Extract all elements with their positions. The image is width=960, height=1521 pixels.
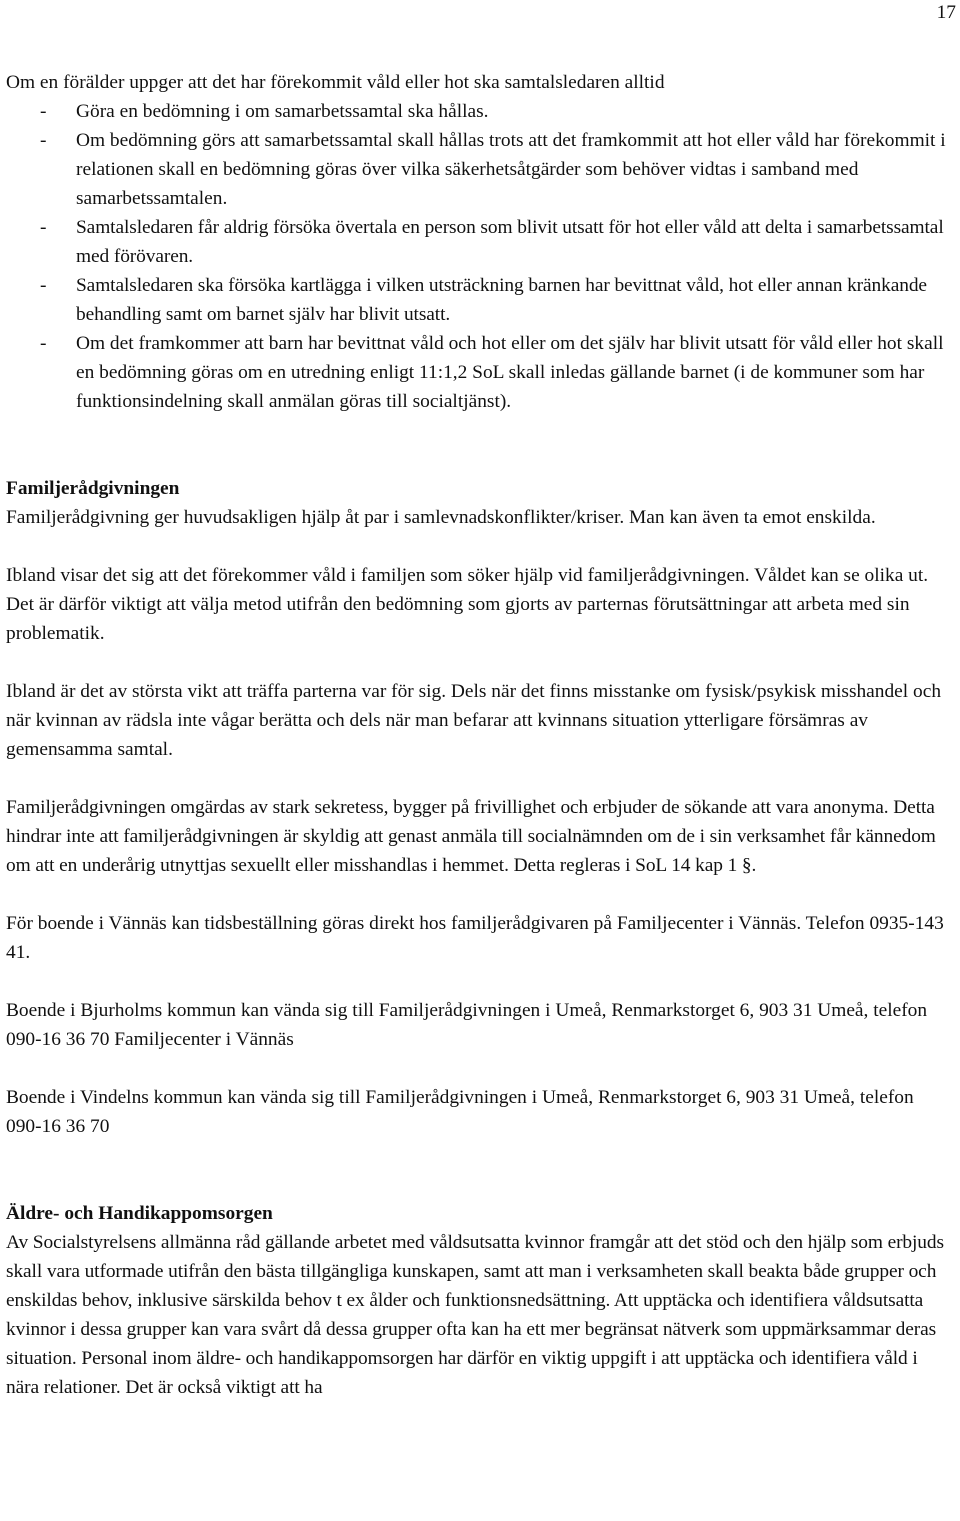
- spacer: [6, 1054, 954, 1083]
- section-heading-family-counseling: Familjerådgivningen: [6, 478, 180, 499]
- guideline-item: - Samtalsledaren ska försöka kartlägga i vilken utsträckning barnen har bevittnat våld, hot eller annan kränkande behandling samt om barnet själv har blivit utsatt.: [6, 271, 954, 329]
- document-body: [6, 68, 954, 1402]
- paragraph: Boende i Bjurholms kommun kan vända sig till Familjerådgivningen i Umeå, Renmarkstorget 6, 903 31 Umeå, telefon 090-16 36 70 Familjecenter i Vännäs: [6, 1000, 928, 1050]
- paragraph: För boende i Vännäs kan tidsbeställning göras direkt hos familjerådgivaren på Familjecenter i Vännäs. Telefon 0935-143 41.: [6, 913, 944, 963]
- spacer: [6, 532, 954, 561]
- intro-lead: Om en förälder uppger att det har förekommit våld eller hot ska samtalsledaren alltid: [6, 72, 665, 93]
- page-number: 17: [936, 2, 956, 23]
- family-counseling-section: [6, 474, 954, 1141]
- section-heading-elderly-care: Äldre- och Handikappomsorgen: [6, 1203, 273, 1224]
- paragraph: Familjerådgivningen omgärdas av stark sekretess, bygger på frivillighet och erbjuder de sökande att vara anonyma. Detta hindrar inte att familjerådgivningen är skyldig att genast anmäla till socialnämnden om de i sin verksamhet får kännedom om att en underårig utnyttjas sexuellt eller misshandlas i hemmet. Detta regleras i SoL 14 kap 1 §.: [6, 797, 936, 876]
- spacer: [6, 967, 954, 996]
- paragraph: Av Socialstyrelsens allmänna råd gällande arbetet med våldsutsatta kvinnor framgår att det stöd och den hjälp som erbjuds skall vara utformade utifrån den bästa tillgängliga kunskapen, samt att man i verksamheten skall beakta både grupper och enskildas behov, inklusive särskilda behov t ex ålder och funktionsnedsättning. Att upptäcka och identifiera våldsutsatta kvinnor i dessa grupper kan vara svårt då dessa grupper ofta kan ha ett mer begränsat nätverk som uppmärksammar deras situation. Personal inom äldre- och handikappomsorgen har därför en viktig uppgift i att upptäcka och identifiera våld i nära relationer. Det är också viktigt att ha: [6, 1232, 944, 1398]
- paragraph: Boende i Vindelns kommun kan vända sig till Familjerådgivningen i Umeå, Renmarkstorget 6, 903 31 Umeå, telefon 090-16 36 70: [6, 1087, 914, 1137]
- violence-guidelines-section: [6, 68, 954, 416]
- guideline-list: [6, 97, 954, 416]
- paragraph: Ibland är det av största vikt att träffa parterna var för sig. Dels när det finns misstanke om fysisk/psykisk misshandel och när kvinnan av rädsla inte vågar berätta och dels när man befarar att kvinnans situation ytterligare försämras av gemensamma samtal.: [6, 681, 942, 760]
- elderly-care-section: [6, 1199, 954, 1402]
- spacer: [6, 764, 954, 793]
- guideline-item: - Samtalsledaren får aldrig försöka övertala en person som blivit utsatt för hot eller våld att delta i samarbetssamtal med förövaren.: [6, 213, 954, 271]
- spacer: [6, 880, 954, 909]
- guideline-item: - Göra en bedömning i om samarbetssamtal ska hållas.: [6, 97, 954, 126]
- paragraph: Familjerådgivning ger huvudsakligen hjälp åt par i samlevnadskonflikter/kriser. Man kan även ta emot enskilda.: [6, 507, 876, 528]
- paragraph: Ibland visar det sig att det förekommer våld i familjen som söker hjälp vid familjerådgivningen. Våldet kan se olika ut. Det är därför viktigt att välja metod utifrån den bedömning som gjorts av parternas förutsättningar att arbeta med sin problematik.: [6, 565, 929, 644]
- spacer: [6, 648, 954, 677]
- spacer: [6, 1141, 954, 1199]
- guideline-item: - Om bedömning görs att samarbetssamtal skall hållas trots att det framkommit att hot eller våld har förekommit i relationen skall en bedömning göras över vilka säkerhetsåtgärder som behöver vidtas i samband med samarbetssamtalen.: [6, 126, 954, 213]
- spacer: [6, 416, 954, 474]
- guideline-item: - Om det framkommer att barn har bevittnat våld och hot eller om det själv har blivit utsatt för våld eller hot skall en bedömning göras om en utredning enligt 11:1,2 SoL skall inledas gällande barnet (i de kommuner som har funktionsindelning skall anmälan göras till socialtjänst).: [6, 329, 954, 416]
